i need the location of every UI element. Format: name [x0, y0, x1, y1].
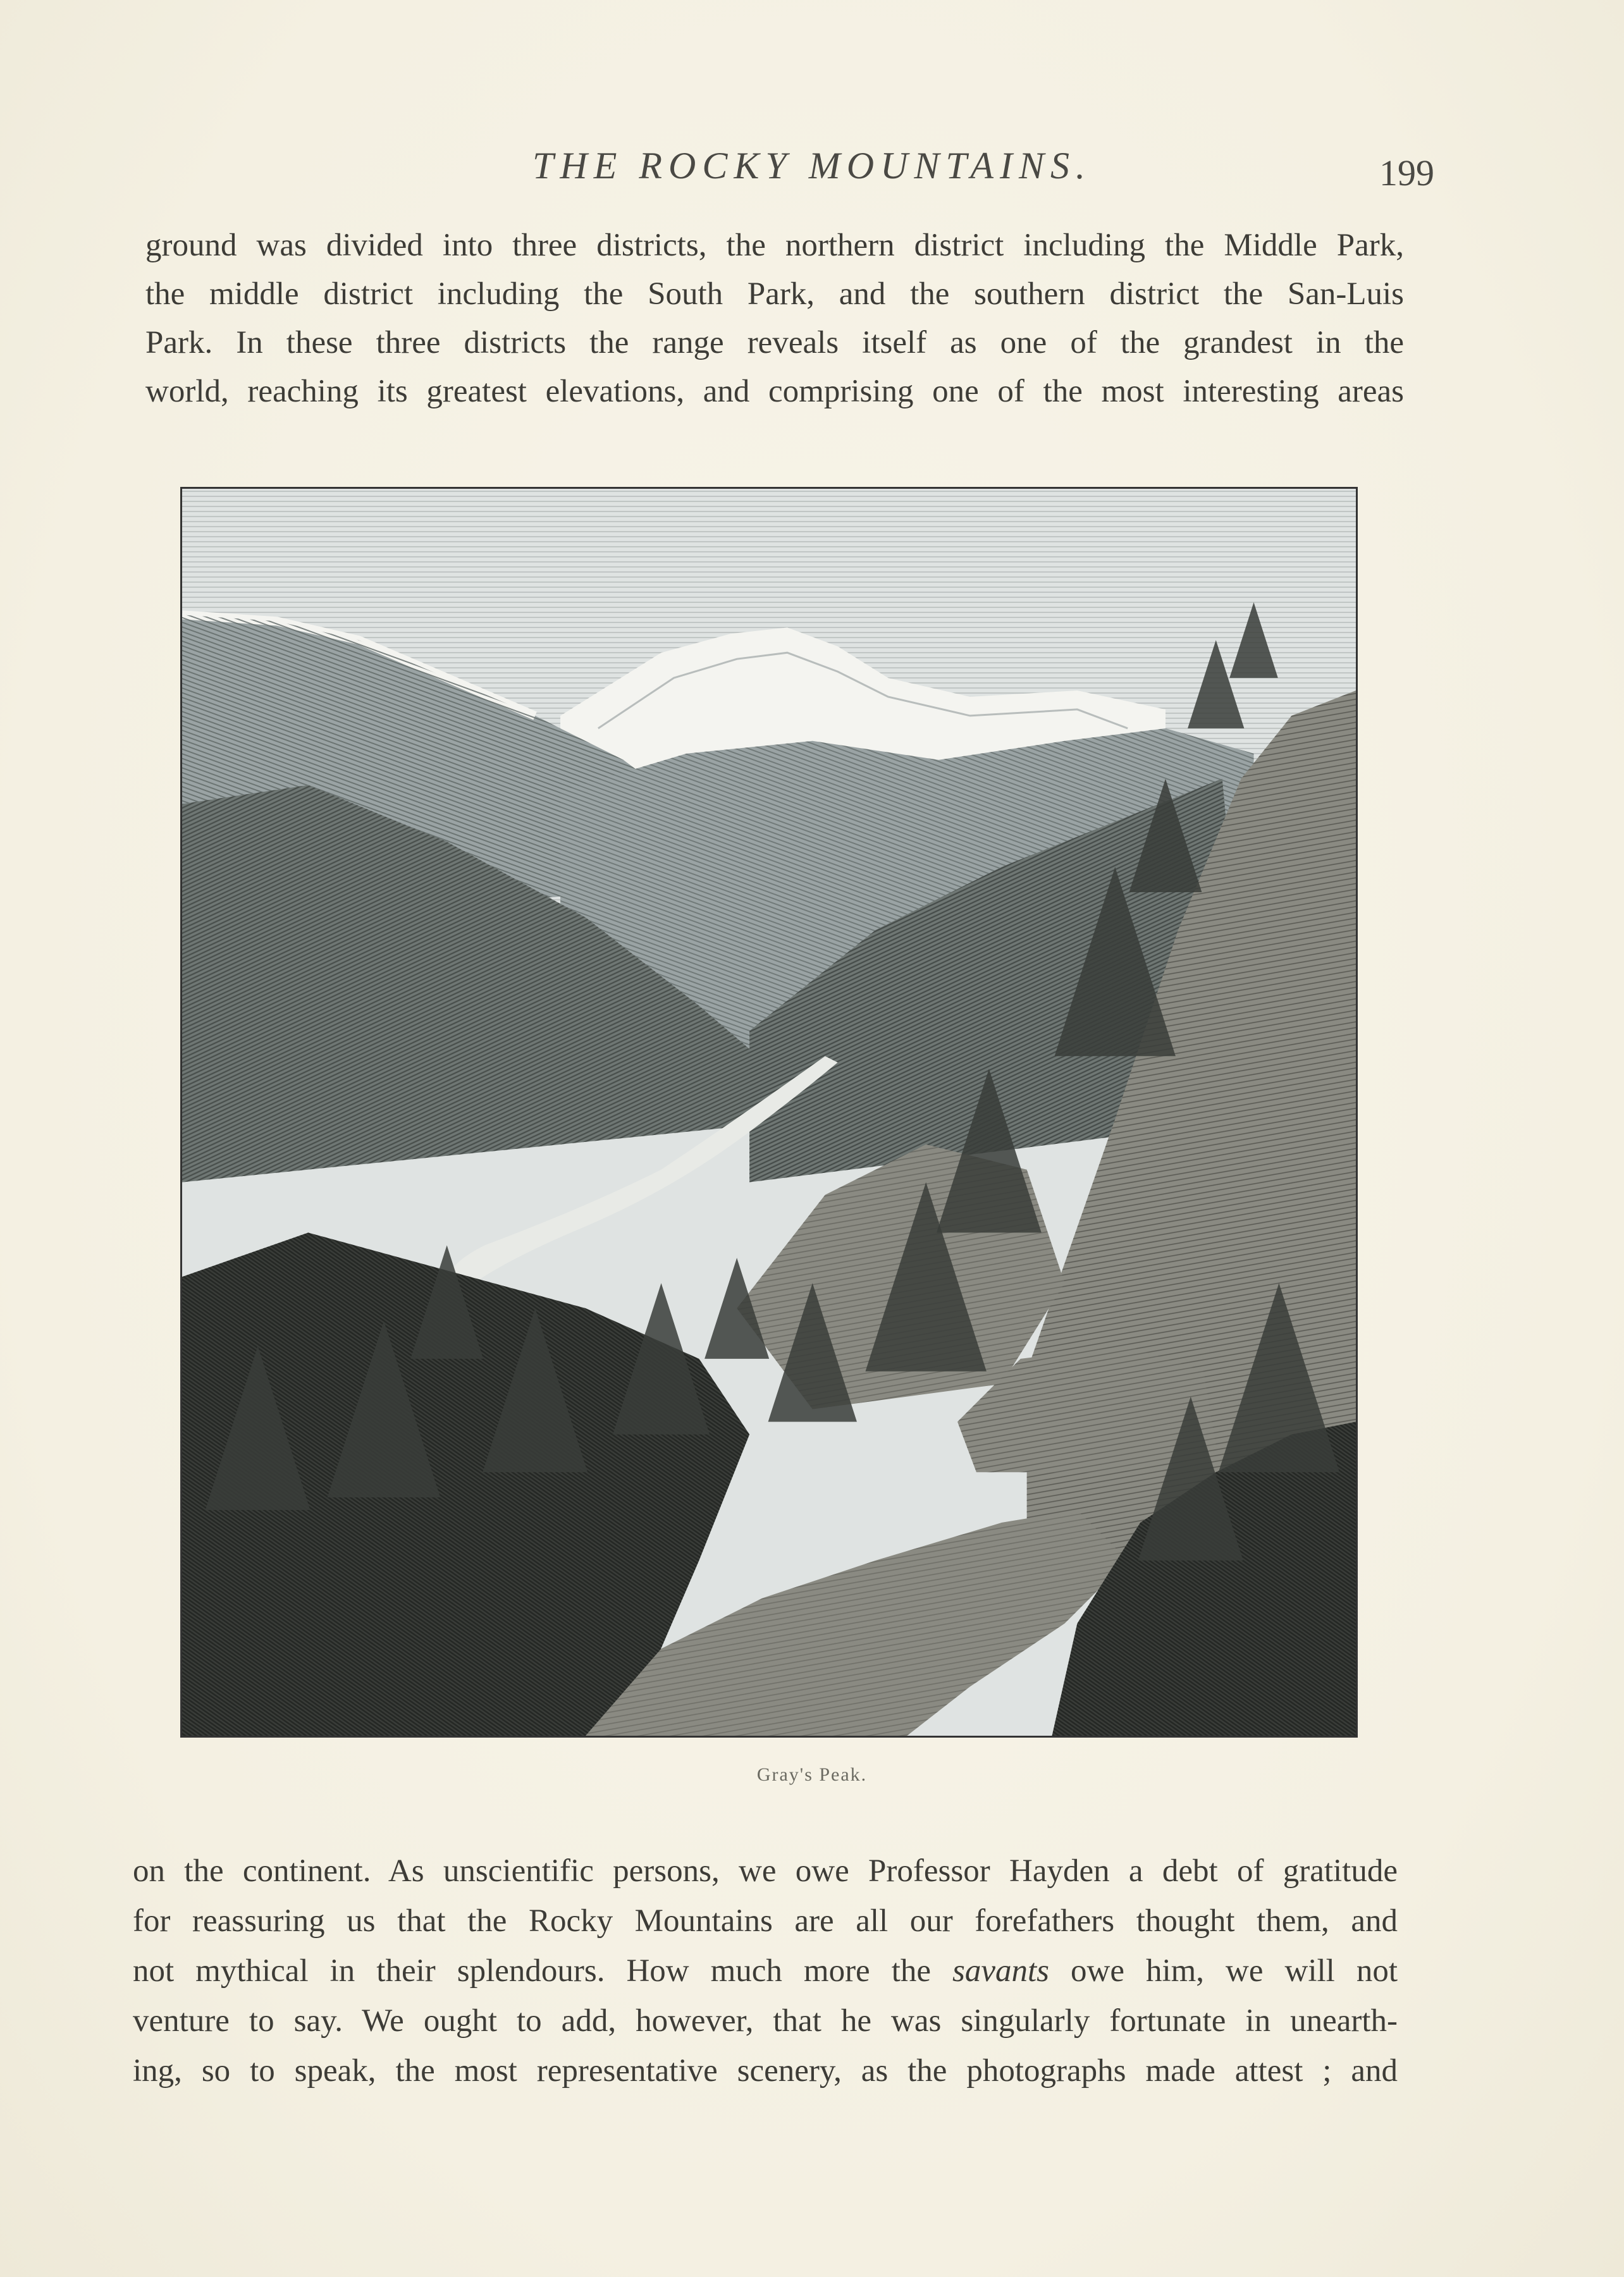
- text-segment: owe him, we will not: [1071, 1953, 1398, 1989]
- top-paragraph: [145, 221, 1404, 416]
- text-segment: not mythical in their splendours. How much more the: [133, 1953, 931, 1989]
- italic-word-savants: savants: [952, 1953, 1049, 1989]
- text-line: world, reaching its greatest elevations, and comprising one of the most interesting areas: [145, 374, 1404, 409]
- bottom-paragraph: [133, 1846, 1398, 2096]
- text-line: on the continent. As unscientific persons, we owe Professor Hayden a debt of gratitude: [133, 1853, 1398, 1889]
- running-head: THE ROCKY MOUNTAINS.: [532, 145, 1092, 187]
- grays-peak-engraving: [182, 489, 1356, 1736]
- text-line: venture to say. We ought to add, however, that he was singularly fortunate in unearth-: [133, 2003, 1398, 2039]
- figure-caption: Gray's Peak.: [756, 1764, 868, 1785]
- text-line: ground was divided into three districts, the northern district including the Middle Park,: [145, 228, 1404, 263]
- text-line: the middle district including the South Park, and the southern district the San-Luis: [145, 276, 1404, 312]
- engraving-illustration: [180, 487, 1358, 1738]
- text-line-with-italic: [133, 1946, 1398, 1996]
- text-line: ing, so to speak, the most representative scenery, as the photographs made attest ; and: [133, 2053, 1398, 2089]
- text-line: Park. In these three districts the range reveals itself as one of the grandest in the: [145, 325, 1404, 360]
- page-number: 199: [1379, 152, 1434, 193]
- text-line: for reassuring us that the Rocky Mountains are all our forefathers thought them, and: [133, 1903, 1398, 1939]
